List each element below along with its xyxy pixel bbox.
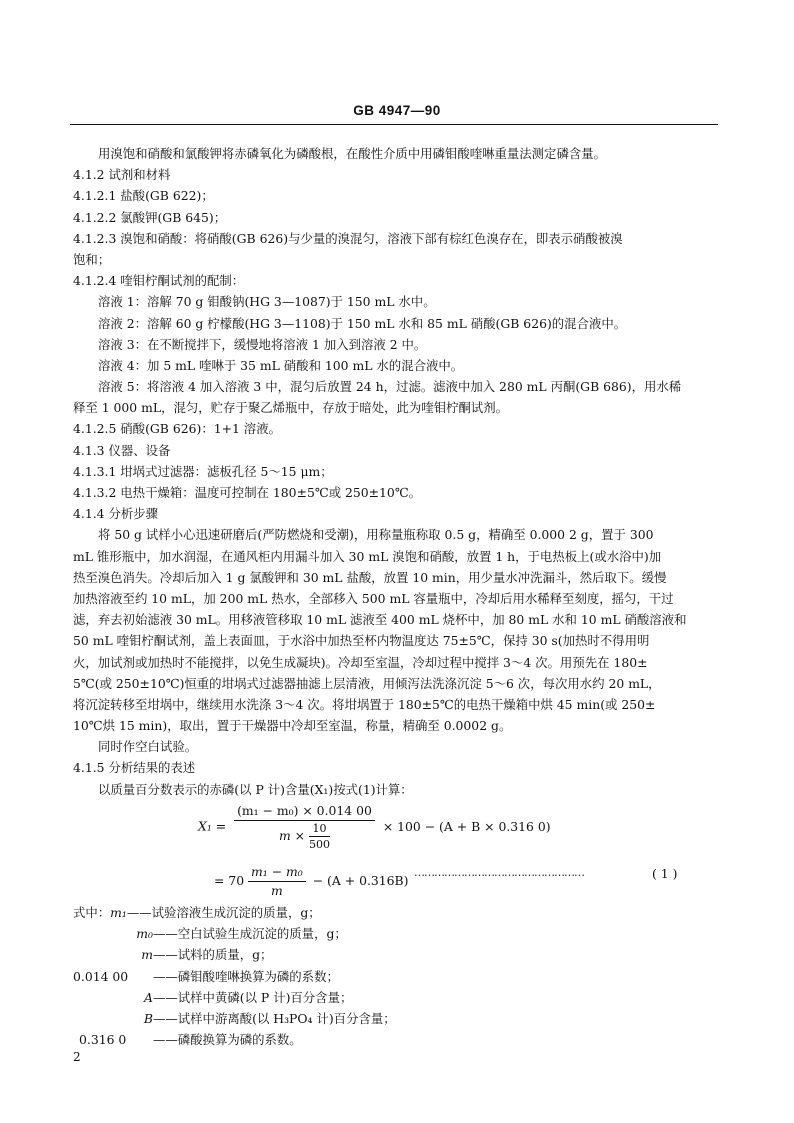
formula-inner-den: 500 — [308, 838, 330, 851]
solution-5: 溶液 5：将溶液 4 加入溶液 3 中，混匀后放置 24 h，过滤。滤液中加入 280 mL 丙酮(GB 686)，用水稀 — [98, 379, 682, 395]
item-4-1-3-2: 4.1.3.2 电热干燥箱：温度可控制在 180±5℃或 250±10℃。 — [73, 485, 422, 500]
definition-row — [73, 1029, 713, 1050]
definition-text: ——试样中黄磷(以 P 计)百分含量； — [153, 989, 353, 1005]
item-4-1-2-3: 4.1.2.3 溴饱和硝酸：将硝酸(GB 626)与少量的溴混匀，溶液下部有棕红色溴存在，即表示硝酸被溴 — [73, 230, 623, 246]
procedure-line-2: mL 锥形瓶中，加水润湿，在通风柜内用漏斗加入 30 mL 溴饱和硝酸，放置 1 h，于电热板上(或水浴中)加 — [73, 548, 662, 564]
definition-text: ——空白试验生成沉淀的质量，g； — [153, 926, 347, 942]
procedure-line-8: 5℃(或 250±10℃)恒重的坩埚式过滤器抽滤上层清液，用倾泻法洗涤沉淀 5～6 次，每次用水约 20 mL， — [73, 675, 661, 691]
procedure-line-1: 将 50 g 试样小心迅速研磨后(严防燃烧和受潮)，用称量瓶称取 0.5 g，精确至 0.000 2 g，置于 300 — [98, 527, 654, 543]
definition-text: ——试验溶液生成沉淀的质量，g； — [126, 905, 321, 920]
definition-row — [73, 1008, 713, 1029]
definitions-prefix: 式中： — [73, 905, 111, 920]
procedure-line-6: 50 mL 喹钼柠酮试剂，盖上表面皿，于水浴中加热至杯内物温度达 75±5℃，保持 30 s(加热时不得用明 — [73, 633, 650, 649]
formula-inner-fraction — [309, 822, 330, 851]
definition-row — [73, 944, 713, 965]
formula-line2-tail: − (A + 0.316B) — [312, 873, 409, 888]
definition-text: ——试样中游离酸(以 H₃PO₄ 计)百分含量； — [153, 1010, 396, 1026]
definition-symbol: 0.316 0 — [79, 1032, 127, 1048]
formula-main-fraction — [234, 803, 375, 851]
section-4-1-4-heading: 4.1.4 分析步骤 — [73, 506, 159, 522]
formula-leader-dots: …………………………………………… — [414, 866, 584, 879]
procedure-line-7: 火，加试剂或加热时不能搅拌，以免生成凝块)。冷却至室温，冷却过程中搅拌 3～4 次。用预先在 180± — [73, 654, 648, 670]
definition-symbol: 0.014 00 — [73, 968, 129, 984]
page-header-standard: GB 4947—90 — [353, 103, 441, 118]
item-4-1-2-5: 4.1.2.5 硝酸(GB 626)：1+1 溶液。 — [73, 421, 281, 437]
definition-text: ——磷酸换算为磷的系数。 — [153, 1032, 302, 1048]
definition-row — [73, 987, 713, 1008]
document-body — [73, 143, 713, 800]
blank-test-note: 同时作空白试验。 — [98, 739, 198, 755]
formula-line2-prefix: = 70 — [214, 873, 245, 888]
formula-line2-num: m₁ − m₀ — [248, 864, 306, 882]
solution-5-cont: 释至 1 000 mL，混匀，贮存于聚乙烯瓶中，存放于暗处，此为喹钼柠酮试剂。 — [73, 400, 509, 416]
definition-text: ——试料的质量，g； — [153, 947, 273, 963]
item-4-1-2-2: 4.1.2.2 氯酸钾(GB 645)； — [73, 209, 227, 225]
definition-symbol: B — [143, 1010, 153, 1026]
definition-row — [73, 902, 713, 923]
section-4-1-5-heading: 4.1.5 分析结果的表述 — [73, 760, 196, 776]
item-4-1-2-3-cont: 饱和； — [73, 251, 111, 267]
procedure-line-9: 将沉淀转移至坩埚中，继续用水洗涤 3～4 次。将坩埚置于 180±5℃的电热干燥箱中烘 45 min(或 250± — [73, 696, 656, 712]
definition-row — [73, 966, 713, 987]
intro-paragraph: 用溴饱和硝酸和氯酸钾将赤磷氧化为磷酸根，在酸性介质中用磷钼酸喹啉重量法测定磷含量。 — [98, 146, 607, 161]
definition-row — [73, 923, 713, 944]
solution-4: 溶液 4：加 5 mL 喹啉于 35 mL 硝酸和 100 mL 水的混合液中。 — [98, 357, 464, 373]
formula-line2-fraction — [248, 864, 306, 899]
formula-line2-den: m — [271, 883, 283, 898]
item-4-1-3-1: 4.1.3.1 坩埚式过滤器：滤板孔径 5～15 μm； — [73, 463, 333, 479]
item-4-1-2-4: 4.1.2.4 喹钼柠酮试剂的配制： — [73, 273, 245, 289]
header-rule — [70, 124, 718, 125]
equation-number: ( 1 ) — [652, 866, 678, 881]
formula-tail: × 100 − (A + B × 0.316 0) — [382, 818, 551, 834]
calculation-intro: 以质量百分数表示的赤磷(以 P 计)含量(X₁)按式(1)计算： — [98, 781, 413, 797]
procedure-line-10: 10℃烘 15 min)，取出，置于干燥器中冷却至室温，称量，精确至 0.0002 g。 — [73, 718, 512, 734]
definition-symbol: m₁ — [110, 905, 127, 920]
procedure-line-4: 加热溶液至约 10 mL，加 200 mL 热水，全部移入 500 mL 容量瓶中，冷却后用水稀释至刻度，摇匀，干过 — [73, 590, 674, 606]
item-4-1-2-1: 4.1.2.1 盐酸(GB 622)； — [73, 188, 214, 204]
formula-inner-num: 10 — [309, 822, 330, 837]
page-number: 2 — [73, 1050, 81, 1064]
solution-2: 溶液 2：溶解 60 g 柠檬酸(HG 3—1108)于 150 mL 水和 85 mL 硝酸(GB 626)的混合液中。 — [98, 315, 627, 331]
formula-numerator: (m₁ − m₀) × 0.014 00 — [234, 803, 375, 821]
formula-lhs: X₁ = — [198, 818, 227, 834]
section-4-1-3-heading: 4.1.3 仪器、设备 — [73, 442, 171, 458]
definition-symbol: m₀ — [136, 926, 153, 942]
solution-1: 溶液 1：溶解 70 g 钼酸钠(HG 3—1087)于 150 mL 水中。 — [98, 294, 436, 310]
symbol-definitions — [73, 902, 713, 1050]
definition-symbol: A — [144, 989, 153, 1005]
formula-denominator — [234, 821, 375, 851]
formula-denominator-prefix: m × — [278, 828, 306, 843]
procedure-line-5: 滤，弃去初始滤液 30 mL。用移液管移取 10 mL 滤液至 400 mL 烧杯中，加 80 mL 水和 10 mL 硝酸溶液和 — [73, 612, 687, 628]
procedure-line-3: 热至溴色消失。冷却后加入 1 g 氯酸钾和 30 mL 盐酸，放置 10 min，用少量水冲洗漏斗，然后取下。缓慢 — [73, 569, 667, 585]
section-4-1-2-heading: 4.1.2 试剂和材料 — [73, 167, 171, 183]
definition-text: ——磷钼酸喹啉换算为磷的系数； — [153, 968, 339, 984]
solution-3: 溶液 3：在不断搅拌下，缓慢地将溶液 1 加入到溶液 2 中。 — [98, 336, 427, 352]
definition-symbol: m — [141, 947, 153, 963]
